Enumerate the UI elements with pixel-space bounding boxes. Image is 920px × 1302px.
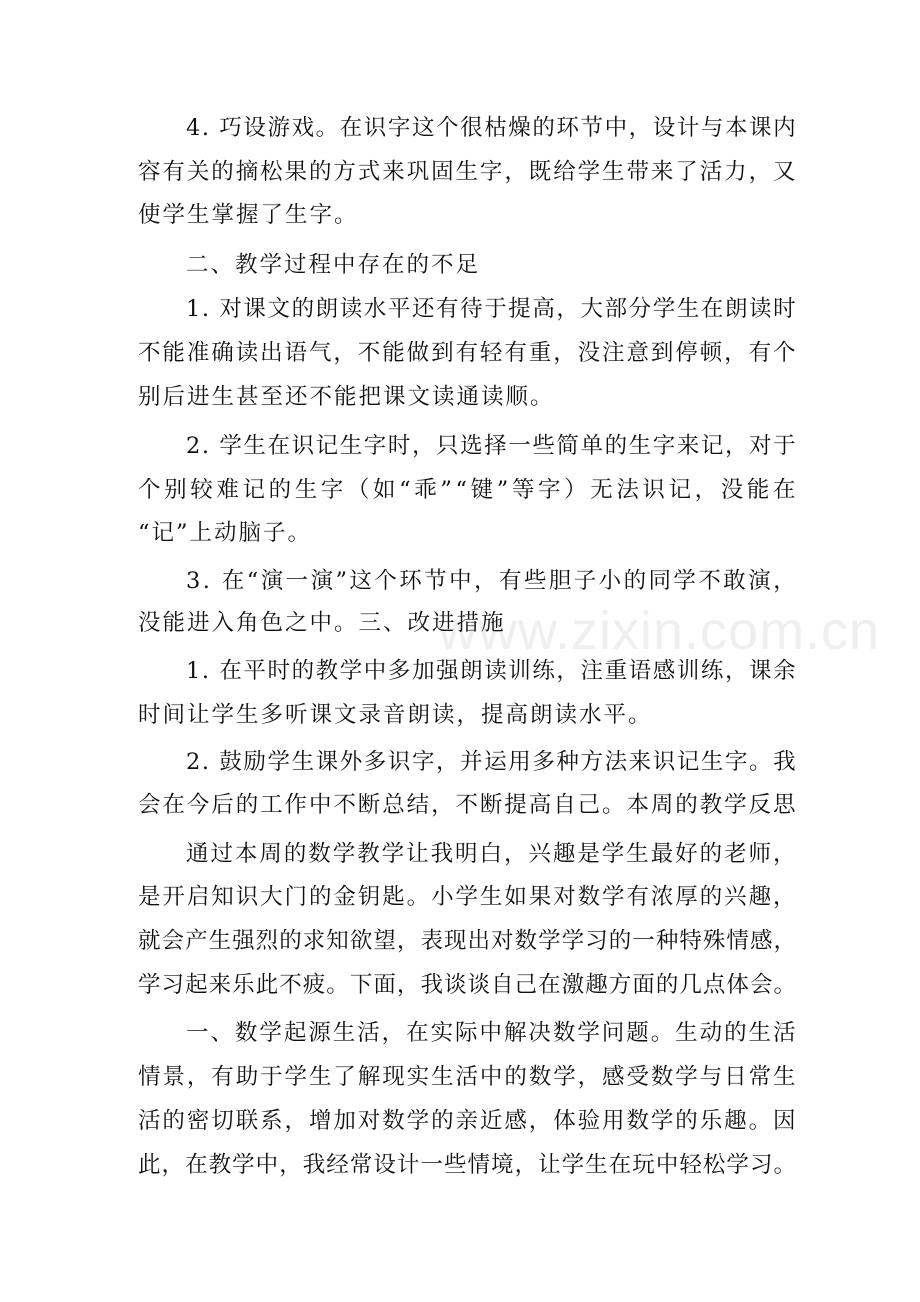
text-line: 没能进入角色之中。三、改进措施 xyxy=(138,610,506,636)
text-line: 使学生掌握了生字。 xyxy=(138,202,359,228)
text-line: 通过本周的数学教学让我明白，兴趣是学生最好的老师， xyxy=(186,841,798,867)
text-line: 个别较难记的生字（如“乖”“键”等字）无法识记，没能在 xyxy=(138,477,800,503)
text-line: 是开启知识大门的金钥匙。小学生如果对数学有浓厚的兴趣， xyxy=(138,884,798,910)
text-line: 就会产生强烈的求知欲望，表现出对数学学习的一种特殊情感， xyxy=(138,928,798,954)
text-line: 一、数学起源生活，在实际中解决数学问题。生动的生活 xyxy=(186,1020,798,1046)
text-line: 1. 对课文的朗读水平还有待于提高，大部分学生在朗读时 xyxy=(186,296,798,322)
text-line: 2. 学生在识记生字时，只选择一些简单的生字来记，对于 xyxy=(186,433,798,459)
text-line: 此，在教学中，我经常设计一些情境，让学生在玩中轻松学习。 xyxy=(138,1152,798,1178)
text-line: “记”上动脑子。 xyxy=(138,520,313,546)
section-heading: 二、教学过程中存在的不足 xyxy=(186,252,481,278)
text-line: 情景，有助于学生了解现实生活中的数学，感受数学与日常生 xyxy=(138,1064,798,1090)
text-line: 活的密切联系，增加对数学的亲近感，体验用数学的乐趣。因 xyxy=(138,1108,798,1134)
text-line: 4. 巧设游戏。在识字这个很枯燥的环节中，设计与本课内 xyxy=(186,115,798,141)
watermark: www.zixin.com.cn xyxy=(438,601,881,661)
text-line: 时间让学生多听课文录音朗读，提高朗读水平。 xyxy=(138,702,653,728)
text-line: 别后进生甚至还不能把课文读通读顺。 xyxy=(138,384,555,410)
text-line: 3. 在“演一演”这个环节中，有些胆子小的同学不敢演， xyxy=(186,568,799,594)
text-line: 1. 在平时的教学中多加强朗读训练，注重语感训练，课余 xyxy=(186,658,798,684)
text-line: 学习起来乐此不疲。下面，我谈谈自己在激趣方面的几点体会。 xyxy=(138,972,798,998)
text-line: 容有关的摘松果的方式来巩固生字，既给学生带来了活力，又 xyxy=(138,159,798,185)
text-line: 会在今后的工作中不断总结，不断提高自己。本周的教学反思 xyxy=(138,792,798,818)
text-line: 2. 鼓励学生课外多识字，并运用多种方法来识记生字。我 xyxy=(186,749,798,775)
text-line: 不能准确读出语气，不能做到有轻有重，没注意到停顿，有个 xyxy=(138,340,798,366)
